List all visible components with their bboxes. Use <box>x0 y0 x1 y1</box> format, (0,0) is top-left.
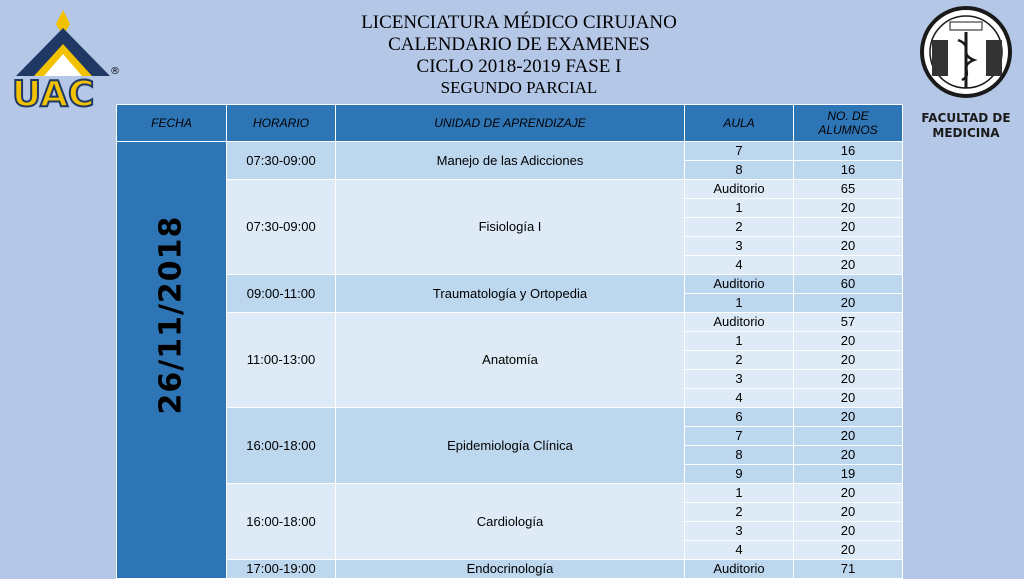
col-header-unidad: UNIDAD DE APRENDIZAJE <box>336 105 685 142</box>
medicina-text: MEDICINA <box>932 126 1000 140</box>
unidad-cell: Epidemiología Clínica <box>336 408 685 484</box>
alumnos-cell: 20 <box>794 541 903 560</box>
exam-date: 26/11/2018 <box>153 215 189 415</box>
exam-schedule-table <box>116 104 903 579</box>
title-block <box>300 12 738 97</box>
alumnos-cell: 20 <box>794 256 903 275</box>
aula-cell: 3 <box>685 237 794 256</box>
aula-cell: Auditorio <box>685 560 794 579</box>
alumnos-cell: 16 <box>794 161 903 180</box>
aula-cell: Auditorio <box>685 275 794 294</box>
alumnos-cell: 20 <box>794 237 903 256</box>
horario-cell: 16:00-18:00 <box>227 484 336 560</box>
table-row <box>117 484 903 503</box>
uac-logo <box>6 6 124 110</box>
col-header-aula: AULA <box>685 105 794 142</box>
aula-cell: 4 <box>685 256 794 275</box>
alumnos-cell: 20 <box>794 351 903 370</box>
unidad-cell: Manejo de las Adicciones <box>336 142 685 180</box>
alumnos-cell: 20 <box>794 427 903 446</box>
aula-cell: 2 <box>685 351 794 370</box>
aula-cell: 1 <box>685 484 794 503</box>
aula-cell: 9 <box>685 465 794 484</box>
aula-cell: 8 <box>685 446 794 465</box>
unidad-cell: Cardiología <box>336 484 685 560</box>
unidad-cell: Fisiología I <box>336 180 685 275</box>
aula-cell: 1 <box>685 332 794 351</box>
table-row <box>117 275 903 294</box>
uac-logo-text: UAC <box>12 74 95 110</box>
alumnos-cell: 20 <box>794 332 903 351</box>
title-line-3: CICLO 2018-2019 FASE I <box>416 56 622 77</box>
aula-cell: 7 <box>685 427 794 446</box>
alumnos-cell: 20 <box>794 408 903 427</box>
alumnos-cell: 20 <box>794 522 903 541</box>
title-line-1: LICENCIATURA MÉDICO CIRUJANO <box>361 12 677 33</box>
horario-cell: 07:30-09:00 <box>227 142 336 180</box>
unidad-cell: Anatomía <box>336 313 685 408</box>
date-cell <box>117 142 227 579</box>
aula-cell: 7 <box>685 142 794 161</box>
alumnos-cell: 19 <box>794 465 903 484</box>
unidad-cell: Traumatología y Ortopedia <box>336 275 685 313</box>
aula-cell: Auditorio <box>685 313 794 332</box>
registered-mark: ® <box>110 66 120 77</box>
aula-cell: 3 <box>685 522 794 541</box>
alumnos-cell: 20 <box>794 389 903 408</box>
title-line-2: CALENDARIO DE EXAMENES <box>388 34 650 55</box>
aula-cell: 3 <box>685 370 794 389</box>
table-row <box>117 313 903 332</box>
title-line-4: SEGUNDO PARCIAL <box>440 78 598 97</box>
aula-cell: 2 <box>685 218 794 237</box>
alumnos-cell: 20 <box>794 218 903 237</box>
table-row <box>117 180 903 199</box>
aula-cell: 1 <box>685 199 794 218</box>
aula-cell: 8 <box>685 161 794 180</box>
aula-cell: 4 <box>685 389 794 408</box>
alumnos-cell: 57 <box>794 313 903 332</box>
horario-cell: 09:00-11:00 <box>227 275 336 313</box>
aula-cell: Auditorio <box>685 180 794 199</box>
col-header-horario: HORARIO <box>227 105 336 142</box>
aula-cell: 4 <box>685 541 794 560</box>
alumnos-cell: 20 <box>794 503 903 522</box>
col-header-fecha: FECHA <box>117 105 227 142</box>
alumnos-cell: 65 <box>794 180 903 199</box>
alumnos-cell: 20 <box>794 370 903 389</box>
alumnos-cell: 20 <box>794 199 903 218</box>
aula-cell: 6 <box>685 408 794 427</box>
table-body <box>117 142 903 579</box>
horario-cell: 07:30-09:00 <box>227 180 336 275</box>
col-header-alumnos: NO. DE ALUMNOS <box>794 105 903 142</box>
alumnos-cell: 20 <box>794 484 903 503</box>
aula-cell: 2 <box>685 503 794 522</box>
horario-cell: 11:00-13:00 <box>227 313 336 408</box>
unidad-cell: Endocrinología <box>336 560 685 579</box>
horario-cell: 16:00-18:00 <box>227 408 336 484</box>
table-header-row <box>117 105 903 142</box>
aula-cell: 1 <box>685 294 794 313</box>
facultad-text: FACULTAD DE <box>921 111 1011 125</box>
table-row <box>117 408 903 427</box>
facultad-medicina-logo <box>912 4 1020 144</box>
alumnos-cell: 60 <box>794 275 903 294</box>
alumnos-cell: 16 <box>794 142 903 161</box>
table-row <box>117 142 903 161</box>
alumnos-cell: 20 <box>794 294 903 313</box>
alumnos-cell: 71 <box>794 560 903 579</box>
horario-cell: 17:00-19:00 <box>227 560 336 579</box>
alumnos-cell: 20 <box>794 446 903 465</box>
